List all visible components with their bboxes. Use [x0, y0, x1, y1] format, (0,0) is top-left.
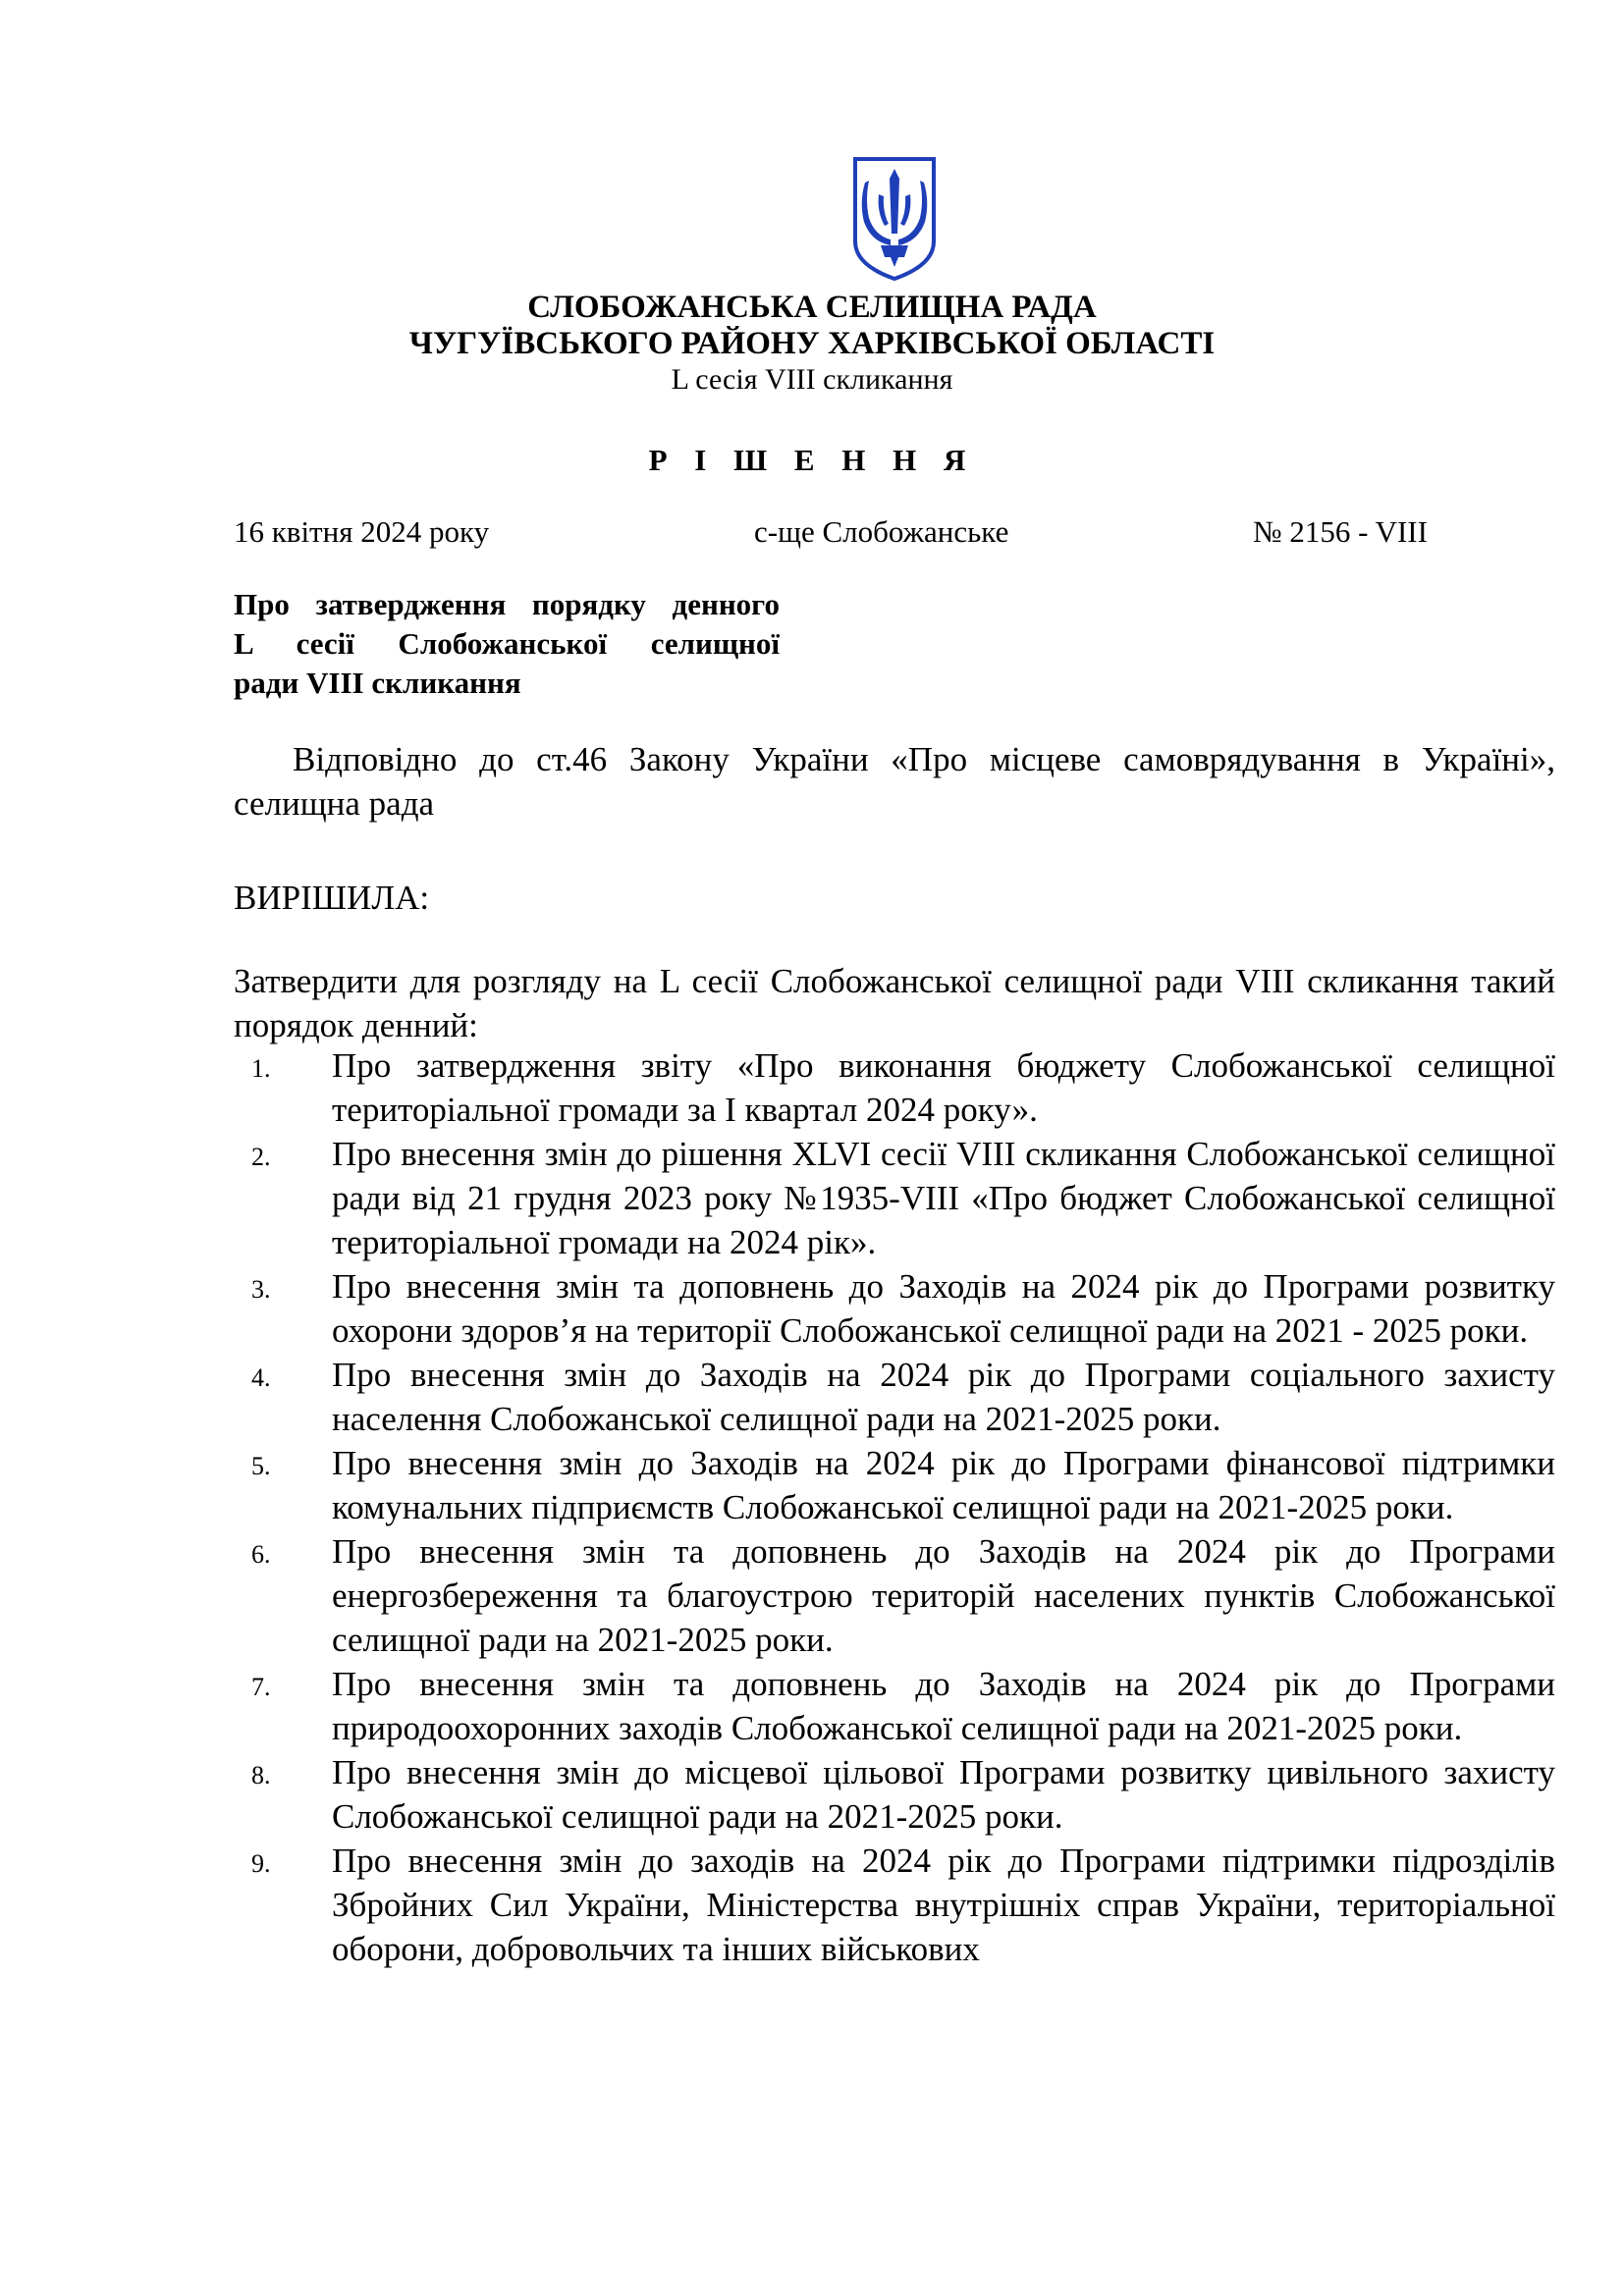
agenda-item: [234, 1264, 1555, 1353]
agenda-item: [234, 1441, 1555, 1529]
agenda-item-text: Про внесення змін до Заходів на 2024 рік до Програми фінансової підтримки комунальних підприємств Слобожанської селищної ради на 2021-2025 роки.: [332, 1444, 1555, 1526]
agenda-item-text: Про внесення змін до рішення XLVI сесії VIII скликання Слобожанської селищної ради від 21 грудня 2023 року №1935-VIII «Про бюджет Слобожанської селищної територіальної громади на 2024 рік».: [332, 1135, 1555, 1261]
agenda-item-text: Про внесення змін до місцевої цільової Програми розвитку цивільного захисту Слобожанської селищної ради на 2021-2025 роки.: [332, 1753, 1555, 1836]
agenda-item-text: Про внесення змін та доповнень до Заходів на 2024 рік до Програми енергозбереження та благоустрою територій населених пунктів Слобожанської селищної ради на 2021-2025 роки.: [332, 1532, 1555, 1659]
decision-date: 16 квітня 2024 року: [234, 514, 490, 549]
agenda-item-number: 5.: [251, 1452, 271, 1480]
agenda-item: [234, 1132, 1555, 1264]
subject-line: L сесії Слобожанської селищної: [234, 626, 780, 661]
agenda-item-text: Про внесення змін до Заходів на 2024 рік до Програми соціального захисту населення Слобожанської селищної ради на 2021-2025 роки.: [332, 1356, 1555, 1438]
agenda-item-number: 3.: [251, 1275, 271, 1304]
resolved-heading: ВИРІШИЛА:: [234, 879, 430, 917]
coat-of-arms-trident-icon: [851, 155, 938, 283]
agenda-item-text: Про затвердження звіту «Про виконання бюджету Слобожанської селищної територіальної громади за I квартал 2024 року».: [332, 1046, 1555, 1129]
agenda-item-number: 7.: [251, 1673, 271, 1701]
council-name: СЛОБОЖАНСЬКА СЕЛИЩНА РАДА: [527, 290, 1097, 325]
agenda-item-number: 1.: [251, 1054, 271, 1083]
agenda-intro: Затвердити для розгляду на L сесії Слобожанської селищної ради VIII скликання такий порядок денний:: [234, 962, 1555, 1044]
agenda-list: [234, 1043, 1555, 1971]
agenda-item-text: Про внесення змін та доповнень до Заходів на 2024 рік до Програми розвитку охорони здоров’я на території Слобожанської селищної ради на 2021 - 2025 роки.: [332, 1267, 1555, 1350]
agenda-item-text: Про внесення змін та доповнень до Заходів на 2024 рік до Програми природоохоронних заходів Слобожанської селищної ради на 2021-2025 роки.: [332, 1665, 1555, 1747]
agenda-item: [234, 1529, 1555, 1662]
agenda-item-text: Про внесення змін до заходів на 2024 рік до Програми підтримки підрозділів Збройних Сил України, Міністерства внутрішніх справ України, територіальної оборони, добровольчих та інших військових: [332, 1842, 1555, 1968]
decision-subject: [234, 585, 780, 703]
agenda-item: [234, 1750, 1555, 1839]
decision-number: № 2156 - VIII: [1253, 514, 1428, 549]
district-name: ЧУГУЇВСЬКОГО РАЙОНУ ХАРКІВСЬКОЇ ОБЛАСТІ: [408, 326, 1216, 361]
agenda-item-number: 9.: [251, 1849, 271, 1878]
agenda-item-number: 6.: [251, 1540, 271, 1569]
agenda-item: [234, 1043, 1555, 1132]
session-label: L сесія VIII скликання: [671, 363, 953, 396]
legal-basis-paragraph: Відповідно до ст.46 Закону України «Про місцеве самоврядування в Україні», селищна рада: [234, 740, 1555, 823]
agenda-item: [234, 1839, 1555, 1971]
agenda-item: [234, 1662, 1555, 1750]
agenda-item-number: 2.: [251, 1143, 271, 1171]
decision-title: Р І Ш Е Н Н Я: [648, 443, 976, 477]
agenda-item-number: 8.: [251, 1761, 271, 1789]
subject-line: Про затвердження порядку денного: [234, 587, 780, 621]
agenda-item-number: 4.: [251, 1363, 271, 1392]
decision-place: с-ще Слобожанське: [754, 514, 1009, 549]
subject-line: ради VIII скликання: [234, 666, 521, 700]
agenda-item: [234, 1353, 1555, 1441]
